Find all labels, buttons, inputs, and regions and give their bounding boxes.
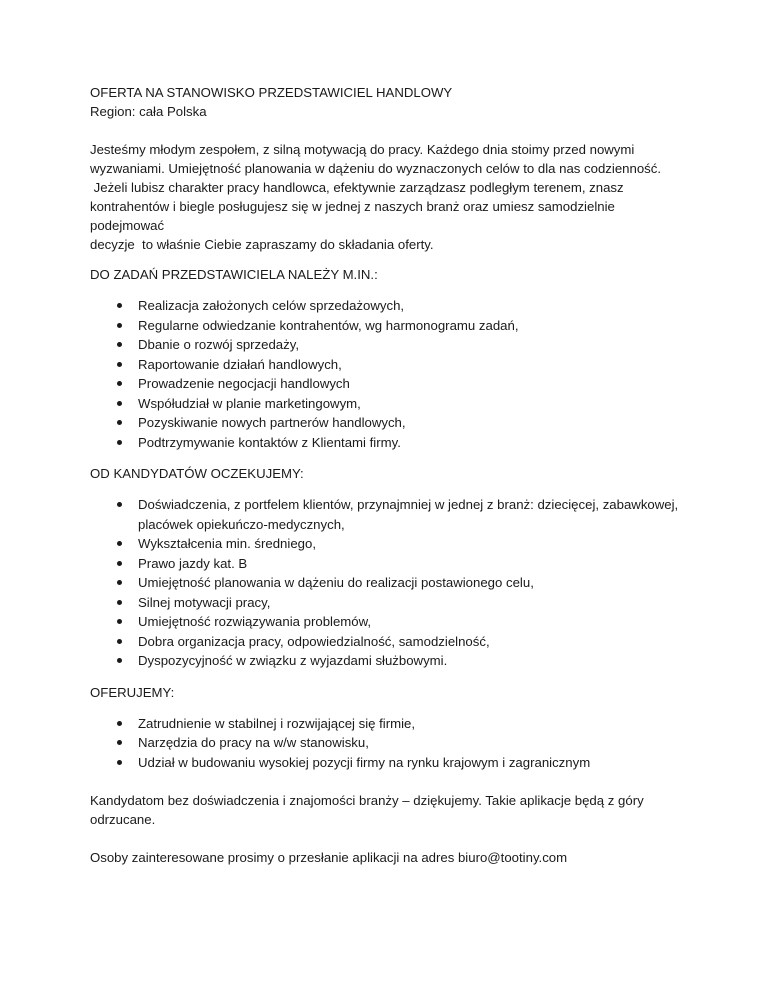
intro-line: kontrahentów i biegle posługujesz się w jednej z naszych branż oraz umiesz samodzielnie podejmować: [90, 199, 615, 233]
requirements-heading: OD KANDYDATÓW OCZEKUJEMY:: [90, 466, 304, 481]
list-item: Raportowanie działań handlowych,: [90, 355, 690, 375]
list-item: Dobra organizacja pracy, odpowiedzialność, samodzielność,: [90, 632, 690, 652]
bullet-icon: [117, 580, 122, 585]
contact-paragraph: Osoby zainteresowane prosimy o przesłanie aplikacji na adres biuro@tootiny.com: [90, 850, 568, 865]
bullet-icon: [117, 440, 122, 445]
bullet-icon: [117, 362, 122, 367]
intro-paragraph: [90, 140, 690, 254]
bullet-icon: [117, 740, 122, 745]
list-item: Dyspozycyjność w związku z wyjazdami służbowymi.: [90, 651, 690, 671]
bullet-icon: [117, 541, 122, 546]
bullet-icon: [117, 639, 122, 644]
list-item: Prawo jazdy kat. B: [90, 554, 690, 574]
offer-list: [90, 714, 690, 773]
requirements-list: [90, 495, 690, 671]
list-item: Współudział w planie marketingowym,: [90, 394, 690, 414]
list-item: Doświadczenia, z portfelem klientów, przynajmniej w jednej z branż: dziecięcej, zabawkowej, placówek opiekuńczo-medycznych,: [90, 495, 690, 534]
list-item: Udział w budowaniu wysokiej pozycji firmy na rynku krajowym i zagranicznym: [90, 753, 690, 773]
bullet-icon: [117, 561, 122, 566]
bullet-icon: [117, 600, 122, 605]
duties-heading: DO ZADAŃ PRZEDSTAWICIELA NALEŻY M.IN.:: [90, 267, 378, 282]
list-item: Pozyskiwanie nowych partnerów handlowych,: [90, 413, 690, 433]
closing-paragraph: [90, 791, 690, 829]
bullet-icon: [117, 502, 122, 507]
intro-line: decyzje to właśnie Ciebie zapraszamy do składania oferty.: [90, 237, 434, 252]
bullet-icon: [117, 721, 122, 726]
bullet-icon: [117, 619, 122, 624]
list-item: Wykształcenia min. średniego,: [90, 534, 690, 554]
closing-line: odrzucane.: [90, 812, 156, 827]
offer-title: OFERTA NA STANOWISKO PRZEDSTAWICIEL HANDLOWY: [90, 85, 453, 100]
bullet-icon: [117, 323, 122, 328]
list-item: Zatrudnienie w stabilnej i rozwijającej się firmie,: [90, 714, 690, 734]
bullet-icon: [117, 401, 122, 406]
list-item: Umiejętność rozwiązywania problemów,: [90, 612, 690, 632]
bullet-icon: [117, 342, 122, 347]
intro-line: Jeżeli lubisz charakter pracy handlowca, efektywnie zarządzasz podległym terenem, znasz: [90, 180, 624, 195]
offer-heading: OFERUJEMY:: [90, 684, 175, 700]
closing-line: Kandydatom bez doświadczenia i znajomości branży – dziękujemy. Takie aplikacje będą z góry: [90, 793, 644, 808]
list-item: Podtrzymywanie kontaktów z Klientami firmy.: [90, 433, 690, 453]
list-item: Regularne odwiedzanie kontrahentów, wg harmonogramu zadań,: [90, 316, 690, 336]
offer-region: Region: cała Polska: [90, 104, 207, 119]
list-item: Realizacja założonych celów sprzedażowych,: [90, 296, 690, 316]
bullet-icon: [117, 420, 122, 425]
list-item: Dbanie o rozwój sprzedaży,: [90, 335, 690, 355]
list-item: Silnej motywacji pracy,: [90, 593, 690, 613]
list-item: Prowadzenie negocjacji handlowych: [90, 374, 690, 394]
list-item: Narzędzia do pracy na w/w stanowisku,: [90, 733, 690, 753]
bullet-icon: [117, 658, 122, 663]
intro-line: wyzwaniami. Umiejętność planowania w dążeniu do wyznaczonych celów to dla nas codzienność.: [90, 161, 662, 176]
list-item: Umiejętność planowania w dążeniu do realizacji postawionego celu,: [90, 573, 690, 593]
bullet-icon: [117, 760, 122, 765]
duties-list: [90, 296, 690, 452]
bullet-icon: [117, 303, 122, 308]
bullet-icon: [117, 381, 122, 386]
document-page: [90, 83, 690, 867]
intro-line: Jesteśmy młodym zespołem, z silną motywacją do pracy. Każdego dnia stoimy przed nowymi: [90, 142, 635, 157]
